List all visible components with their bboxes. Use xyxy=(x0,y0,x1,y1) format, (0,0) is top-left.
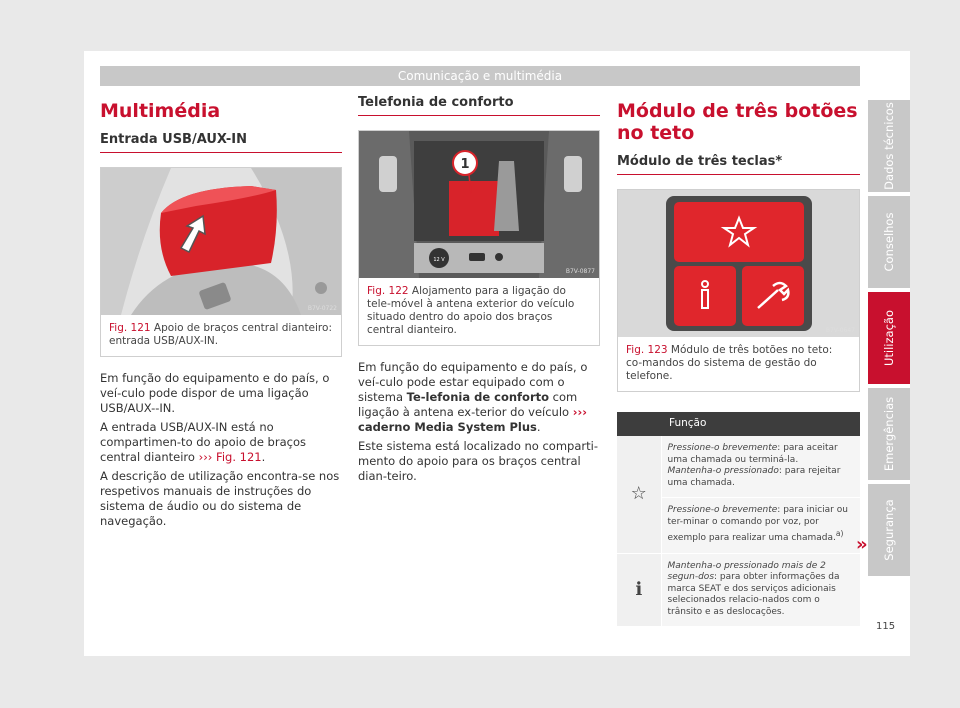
body-text xyxy=(358,360,600,484)
phone-cradle-photo xyxy=(359,131,599,278)
text-span: com ligação à antena ex-terior do veículo xyxy=(358,390,578,419)
text-span: : para obter informações da marca SEAT e dos serviços adicionais selecionados relacio-nados com o trânsito e as deslocações. xyxy=(667,572,840,617)
body-text xyxy=(100,371,342,529)
tab-dados-tecnicos[interactable] xyxy=(868,100,910,192)
table-header-icon xyxy=(617,412,661,436)
figure-number: Fig. 123 xyxy=(626,344,668,356)
text-span: . xyxy=(261,450,266,464)
figure-caption xyxy=(618,337,859,391)
socket-label: 12 V xyxy=(433,257,445,263)
caption-text: Módulo de três botões no teto: co-mandos do sistema de gestão do telefone. xyxy=(626,344,833,382)
column-telefonia xyxy=(358,92,600,484)
tab-label: Conselhos xyxy=(882,212,896,272)
table-header-function: Função xyxy=(661,412,860,436)
caption-text: Apoio de braços central dianteiro: entrada USB/AUX-IN. xyxy=(109,322,332,347)
button-module-illustration xyxy=(618,190,859,337)
section-title-modulo: Módulo de três botões no teto xyxy=(617,100,858,144)
star-icon: ☆ xyxy=(617,436,661,553)
subsection-title-usb: Entrada USB/AUX-IN xyxy=(100,132,342,153)
function-table xyxy=(617,412,860,627)
text-span: : para iniciar ou ter-minar o comando por voz, por exemplo para realizar uma chamada. xyxy=(667,505,848,543)
paragraph: Em função do equipamento e do país, o veí-culo pode dispor de uma ligação USB/AUX--IN. xyxy=(100,371,330,415)
page-number: 115 xyxy=(876,621,896,632)
running-header: Comunicação e multimédia xyxy=(100,66,860,86)
column-modulo-botoes xyxy=(617,92,860,627)
paragraph xyxy=(358,360,600,435)
figure-code: B7V-0877 xyxy=(565,268,595,275)
chapter-tabs xyxy=(868,100,910,580)
table-row xyxy=(617,436,860,498)
text-span: Em função do equipamento e do país, o veí-culo pode estar equipado com o sistema xyxy=(358,360,588,404)
tab-seguranca[interactable] xyxy=(868,484,910,576)
table-cell xyxy=(661,436,860,498)
armrest-photo xyxy=(101,168,341,315)
table-cell xyxy=(661,553,860,627)
tab-conselhos[interactable] xyxy=(868,196,910,288)
tab-utilizacao[interactable] xyxy=(868,292,910,384)
reference-arrows[interactable]: ››› xyxy=(572,405,587,419)
text-span: A entrada USB/AUX-IN está no compartimen-to do apoio de braços central dianteiro xyxy=(100,420,306,464)
term-bold: caderno Media System Plus xyxy=(358,420,537,434)
paragraph xyxy=(100,420,342,465)
text-span: . xyxy=(536,420,541,434)
figure-123 xyxy=(617,189,860,392)
subsection-title-modulo: Módulo de três teclas* xyxy=(617,154,860,175)
footnote-mark: a) xyxy=(835,529,844,538)
tab-label: Segurança xyxy=(882,499,896,561)
figure-121 xyxy=(100,167,342,357)
section-title-multimedia: Multimédia xyxy=(100,100,221,122)
figure-caption xyxy=(101,315,341,356)
emphasis: Pressione-o brevemente xyxy=(667,505,778,515)
column-usb-aux xyxy=(100,92,342,529)
armrest-illustration xyxy=(101,168,341,315)
caption-text: Alojamento para a ligação do tele-móvel à antena exterior do veículo situado dentro do apoio dos braços central dianteiro. xyxy=(367,285,575,336)
figure-caption xyxy=(359,278,599,345)
paragraph: A descrição de utilização encontra-se nos respetivos manuais de instruções do sistema de áudio ou do sistema de navegação. xyxy=(100,469,340,528)
paragraph: Este sistema está localizado no comparti-mento do apoio para os braços central dian-teiro. xyxy=(358,439,598,483)
figure-number: Fig. 122 xyxy=(367,285,409,297)
figure-reference-link[interactable]: ››› Fig. 121 xyxy=(198,450,262,464)
phone-cradle-illustration xyxy=(359,131,599,278)
term-bold: Te-lefonia de conforto xyxy=(406,390,550,404)
figure-code: B7V-0647 xyxy=(825,327,855,334)
tab-label: Utilização xyxy=(882,309,896,367)
callout-number: 1 xyxy=(460,157,470,172)
emphasis: Mantenha-o pressionado mais de 2 segun-dos xyxy=(667,560,826,582)
tab-label: Emergências xyxy=(882,396,896,472)
emphasis: Mantenha-o pressionado xyxy=(667,466,779,476)
tab-label: Dados técnicos xyxy=(882,102,896,190)
text-span: : para rejeitar uma chamada. xyxy=(667,466,841,488)
info-icon: ℹ xyxy=(617,553,661,627)
button-module-photo xyxy=(618,190,859,337)
continue-mark: » xyxy=(856,534,868,555)
emphasis: Pressione-o brevemente xyxy=(667,443,778,453)
table-row xyxy=(617,553,860,627)
figure-number: Fig. 121 xyxy=(109,322,151,334)
figure-122 xyxy=(358,130,600,346)
table-cell xyxy=(661,498,860,554)
table-header-row xyxy=(617,412,860,436)
text-span: : para aceitar uma chamada ou terminá-la. xyxy=(667,443,838,465)
subsection-title-telefonia: Telefonia de conforto xyxy=(358,95,600,116)
tab-emergencias[interactable] xyxy=(868,388,910,480)
figure-code: B7V-0722 xyxy=(307,305,337,312)
